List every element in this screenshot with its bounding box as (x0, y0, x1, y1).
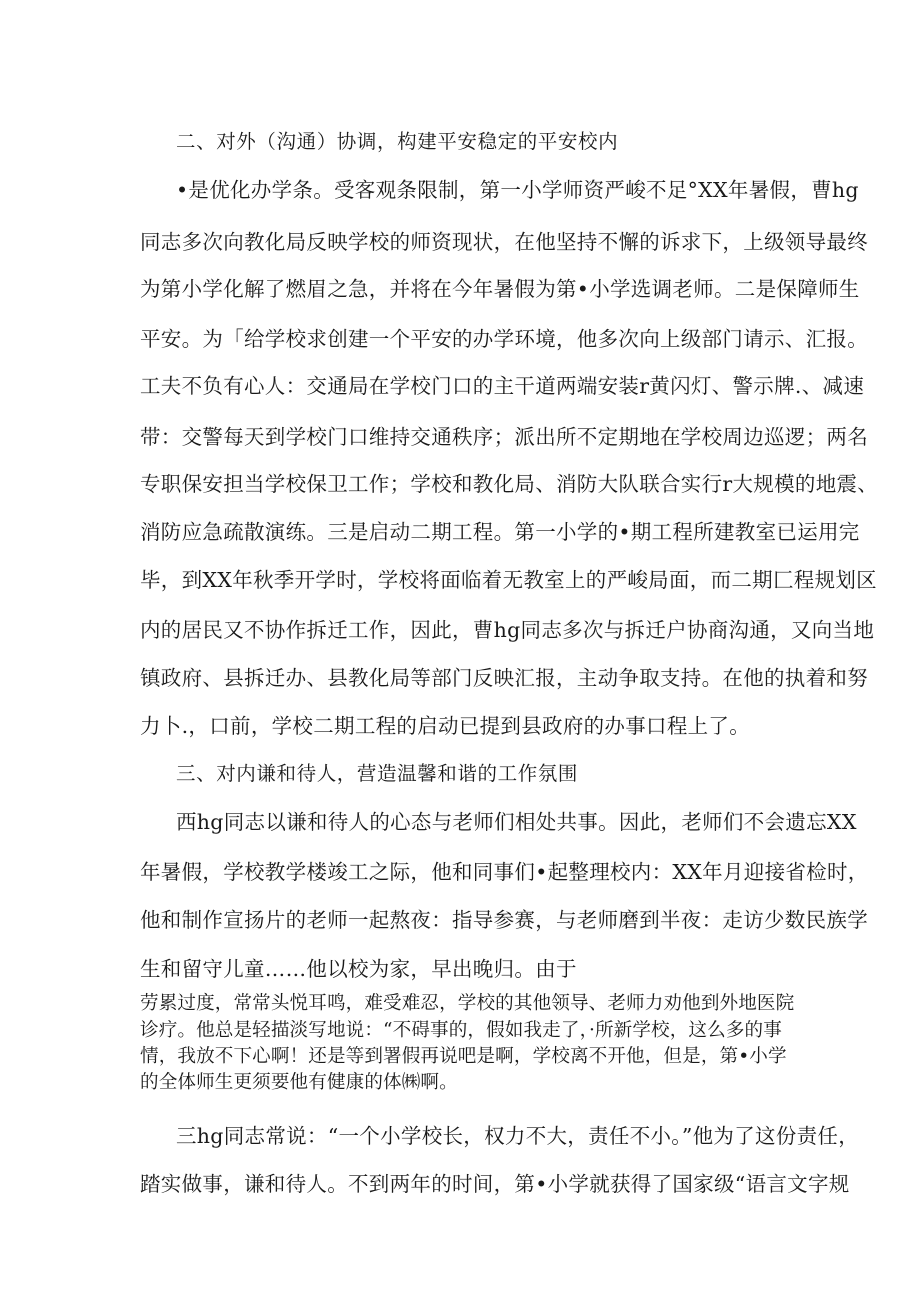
paragraph-line: 生和留守儿童……他以校为家，早出晚归。由于 (140, 957, 577, 981)
paragraph-line: 带：交警每天到学校门口维持交通秩序；派出所不定期地在学校周边巡逻；两名 (140, 425, 868, 449)
paragraph-line: 镇政府、县拆迁办、县教化局等部门反映汇报，主动争取支持。在他的执着和努 (140, 666, 868, 690)
paragraph-line-small: 情，我放不下心啊！还是等到署假再说吧是啊，学校离不开他，但是，第•小学 (140, 1046, 787, 1067)
paragraph-line: 踏实做事，谦和待人。不到两年的时间，第•小学就获得了国家级“语言文字规 (140, 1172, 850, 1196)
paragraph-line-small: 劳累过度，常常头悦耳鸣，难受难忍，学校的其他领导、老师力劝他到外地医院 (140, 993, 795, 1014)
paragraph-line: 毕，到XX年秋季开学时，学校将面临着无教室上的严峻局面，而二期匚程规划区 (140, 568, 877, 592)
paragraph-line: 工夫不负有心人：交通局在学校门口的主干道两端安装r黄闪灯、警示牌.、减速 (140, 374, 865, 398)
paragraph-line: 为第小学化解了燃眉之急，并将在今年暑假为第•小学选调老师。二是保障师生 (140, 277, 860, 301)
paragraph-line: 力卜.，口前，学校二期工程的启动已提到县政府的办事口程上了。 (140, 714, 751, 738)
section-heading-internal-harmony: 三、对内谦和待人，营造温馨和谐的工作氛围 (176, 762, 579, 785)
paragraph-line: 专职保安担当学校保卫工作；学校和教化局、消防大队联合实行r大规模的地震、 (140, 472, 879, 496)
paragraph-line: 内的居民又不协作拆迁工作，因此，曹hg同志多次与拆迁户协商沟通，又向当地 (140, 618, 875, 642)
paragraph-line-small: 的全体师生更须要他有健康的体㈱啊。 (140, 1072, 458, 1093)
paragraph-line: 西hg同志以谦和待人的心态与老师们相处共事。因此，老师们不会遗忘XX (176, 810, 857, 834)
paragraph-line: 平安。为「给学校求创建一个平安的办学环境，他多次向上级部门请示、汇报。 (140, 327, 868, 351)
paragraph-line: 消防应急疏散演练。三是启动二期工程。第一小学的•期工程所建教室已运用完 (140, 520, 860, 544)
paragraph-line: •是优化办学条。受客观条限制，第一小学师资严峻不足°XX年暑假，曹hg (176, 178, 859, 202)
paragraph-line-small: 诊疗。他总是轻描淡写地说：“不碍事的，假如我走了，·所新学校，这么多的事 (140, 1020, 782, 1041)
paragraph-line: 他和制作宣扬片的老师一起熬夜：指导参赛，与老师磨到半夜：走访少数民族学 (140, 908, 868, 932)
section-heading-external-coordination: 二、对外（沟通）协调，构建平安稳定的平安校内 (176, 130, 619, 153)
paragraph-line: 年暑假，学校教学楼竣工之际，他和同事们•起整理校内：XX年月迎接省检时， (140, 860, 869, 884)
paragraph-line: 三hg同志常说：“一个小学校长，权力不大，责任不小。”他为了这份责任， (176, 1124, 860, 1148)
paragraph-line: 同志多次向教化局反映学校的师资现状，在他坚持不懈的诉求下，上级领导最终 (140, 230, 868, 254)
